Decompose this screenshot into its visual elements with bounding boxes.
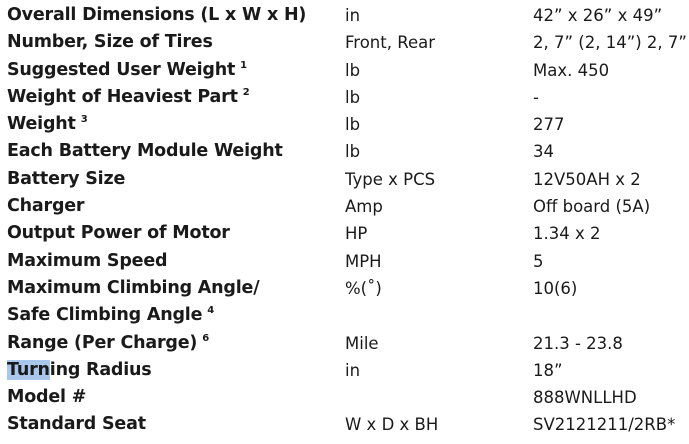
spec-label: Output Power of Motor	[7, 223, 230, 244]
spec-label-wrap	[7, 111, 87, 138]
spec-unit: lb	[345, 115, 361, 135]
spec-value: -	[533, 87, 539, 107]
spec-row-turning-radius	[0, 357, 689, 384]
text-selection-highlight[interactable]: Turn	[7, 359, 50, 380]
spec-label: Standard Seat	[7, 414, 146, 435]
spec-row-standard-seat	[0, 411, 689, 438]
spec-value: 10(6)	[533, 278, 578, 298]
spec-row-range	[0, 330, 689, 357]
spec-label: Weight	[7, 114, 76, 135]
spec-unit: MPH	[345, 251, 382, 271]
spec-label: Maximum Speed	[7, 250, 168, 271]
spec-label: Suggested User Weight	[7, 59, 236, 80]
spec-row-max-climbing-angle	[0, 275, 689, 302]
spec-unit: Amp	[345, 197, 383, 217]
spec-row-battery-size	[0, 166, 689, 193]
spec-unit: in	[345, 360, 361, 380]
spec-label-wrap	[7, 84, 250, 111]
spec-row-weight	[0, 111, 689, 138]
spec-unit: lb	[345, 142, 361, 162]
spec-unit: HP	[345, 224, 368, 244]
spec-label: Weight of Heaviest Part	[7, 86, 238, 107]
footnote-marker: 2	[242, 86, 250, 98]
spec-value: Off board (5A)	[533, 197, 651, 217]
footnote-marker: 1	[240, 59, 247, 71]
footnote-marker: 3	[80, 114, 88, 126]
spec-label: Each Battery Module Weight	[7, 141, 283, 162]
spec-table	[0, 2, 689, 439]
spec-value: 2, 7” (2, 14”) 2, 7”	[533, 33, 687, 53]
spec-row-heaviest-part	[0, 84, 689, 111]
footnote-marker: 6	[202, 332, 209, 344]
spec-row-max-speed	[0, 248, 689, 275]
spec-value: 1.34 x 2	[533, 224, 601, 244]
spec-unit: %(˚)	[345, 278, 382, 298]
spec-unit: Mile	[345, 333, 379, 353]
spec-value: Max. 450	[533, 60, 610, 80]
spec-label: Charger	[7, 196, 85, 217]
spec-label-wrap	[7, 302, 214, 329]
spec-value: 888WNLLHD	[533, 388, 637, 408]
spec-row-tires	[0, 29, 689, 56]
spec-row-overall-dimensions	[0, 2, 689, 29]
spec-unit: lb	[345, 87, 361, 107]
spec-row-model	[0, 384, 689, 411]
spec-unit: Type x PCS	[345, 169, 436, 189]
footnote-marker: 4	[207, 305, 215, 317]
spec-label: Maximum Climbing Angle/	[7, 277, 260, 298]
spec-row-user-weight	[0, 57, 689, 84]
spec-unit: in	[345, 6, 361, 25]
spec-value: 12V50AH x 2	[533, 169, 641, 189]
spec-value: 5	[533, 251, 544, 271]
spec-value: 34	[533, 142, 554, 162]
spec-row-motor-power	[0, 220, 689, 247]
spec-value: 21.3 - 23.8	[533, 333, 623, 353]
spec-label: Range (Per Charge)	[7, 332, 198, 353]
spec-unit: Front, Rear	[345, 33, 435, 53]
spec-value: 277	[533, 115, 565, 135]
spec-label-wrap	[7, 357, 152, 384]
spec-unit: W x D x BH	[345, 415, 439, 435]
spec-label: Safe Climbing Angle	[7, 305, 203, 326]
spec-label-wrap	[7, 57, 247, 84]
spec-value: 18”	[533, 360, 563, 380]
spec-value: SV2121211/2RB*	[533, 415, 676, 435]
spec-label: Overall Dimensions (L x W x H)	[7, 5, 307, 25]
spec-row-battery-module-weight	[0, 138, 689, 165]
spec-label: ing Radius	[49, 359, 152, 380]
spec-value: 42” x 26” x 49”	[533, 6, 663, 25]
spec-row-safe-climbing-angle	[0, 302, 689, 329]
spec-row-charger	[0, 193, 689, 220]
spec-label: Number, Size of Tires	[7, 32, 213, 53]
spec-unit: lb	[345, 60, 361, 80]
spec-label: Model #	[7, 387, 87, 408]
spec-label: Battery Size	[7, 168, 126, 189]
spec-label-wrap	[7, 330, 209, 357]
